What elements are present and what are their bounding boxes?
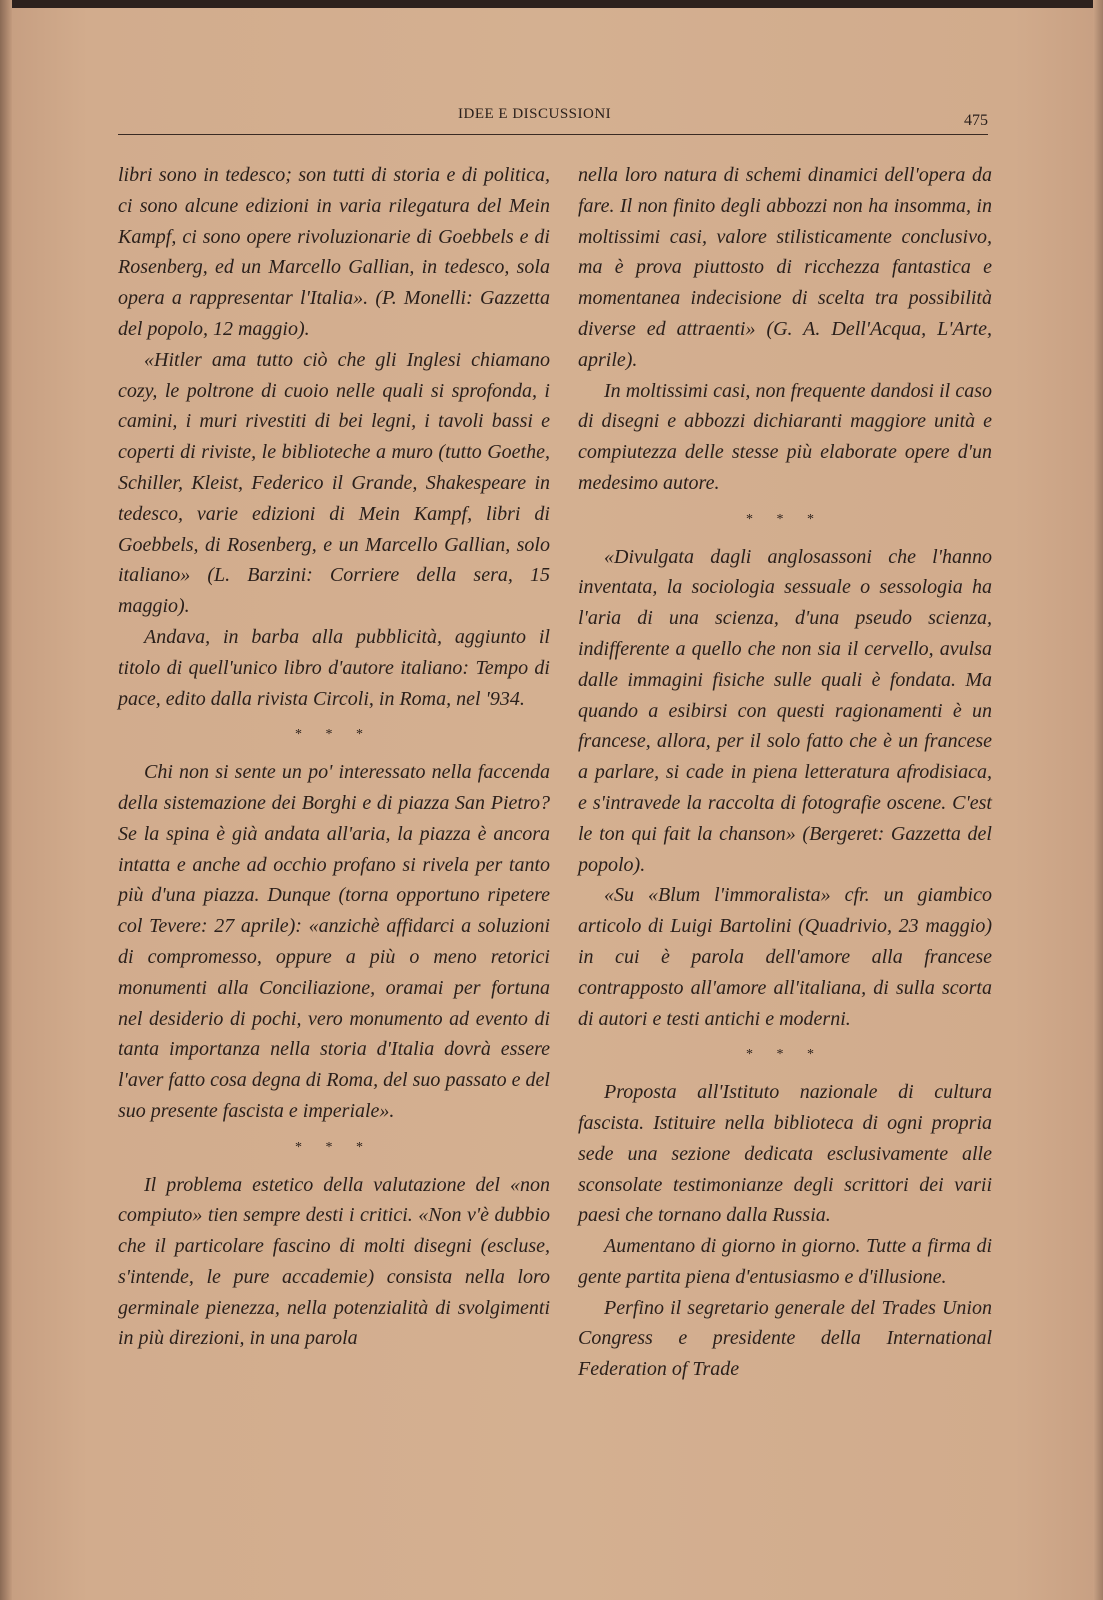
page-number: 475 — [964, 112, 988, 129]
running-head: IDEE E DISCUSSIONI — [458, 106, 612, 122]
scan-top-border — [0, 0, 1103, 8]
paragraph: Perfino il segretario generale del Trades Union Congress e presidente della International Federation of Trade — [578, 1296, 992, 1381]
section-separator: * * * — [746, 511, 824, 527]
section-separator: * * * — [295, 1139, 373, 1155]
paragraph: «Su «Blum l'immoralista» cfr. un giambico articolo di Luigi Bartolini (Quadrivio, 23 maggio) in cui è parola dell'amore alla francese contrapposto all'amore all'italiana, di sulla scorta di autori e testi antichi e moderni. — [578, 884, 992, 1030]
page-right-edge — [1093, 0, 1103, 1600]
paragraph: Proposta all'Istituto nazionale di cultura fascista. Istituire nella biblioteca di ogni propria sede una sezione dedicata esclusivamente alle sconsolate testimonianze degli scrittori dei varii paesi che tornano dalla Russia. — [578, 1081, 992, 1227]
section-separator: * * * — [295, 727, 373, 743]
section-separator: * * * — [746, 1047, 824, 1063]
paragraph: Andava, in barba alla pubblicità, aggiunto il titolo di quell'unico libro d'autore italiano: Tempo di pace, edito dalla rivista Circoli, in Roma, nel '934. — [118, 625, 550, 710]
page-header — [118, 106, 988, 142]
paragraph: Chi non si sente un po' interessato nella faccenda della sistemazione dei Borghi e di piazza San Pietro? Se la spina è già andata all'aria, la piazza è ancora intatta e anche ad occhio profano si rivela per tanto più d'una piazza. Dunque (torna opportuno ripetere col Tevere: 27 aprile): «anzichè affidarci a soluzioni di compromesso, oppure a più o meno retorici monumenti alla Conciliazione, oramai per fortuna nel desiderio di pochi, vero monumento ad evento di tanta importanza nella storia d'Italia dovrà essere l'aver fatto cosa degna di Roma, del suo passato e del suo presente fascista e imperiale». — [118, 761, 550, 1122]
right-column — [578, 160, 992, 1385]
paragraph: In moltissimi casi, non frequente dandosi il caso di disegni e abbozzi dichiaranti maggiore unità e compiutezza delle stesse più elaborate opere d'un medesimo autore. — [578, 379, 992, 494]
left-column — [118, 160, 550, 1354]
paragraph: Il problema estetico della valutazione del «non compiuto» tien sempre desti i critici. «Non v'è dubbio che il particolare fascino di molti disegni (escluse, s'intende, le pure accademie) consista nella loro germinale pienezza, nella potenzialità di svolgimenti in più direzioni, in una parola — [118, 1173, 550, 1350]
paragraph: «Divulgata dagli anglosassoni che l'hanno inventata, la sociologia sessuale o sessologia ha l'aria di una scienza, d'una pseudo scienza, indifferente a quello che non sia il cervello, avulsa dalle immagini fisiche sulle quali è fondata. Ma quando a esibirsi con questi ragionamenti è un francese, allora, per il solo fatto che è un francese a parlare, si cade in piena letteratura afrodisiaca, e s'intravede la raccolta di fotografie oscene. C'est le ton qui fait la chanson» (Bergeret: Gazzetta del popolo). — [578, 545, 992, 876]
page-left-edge — [0, 0, 12, 1600]
paragraph: Aumentano di giorno in giorno. Tutte a firma di gente partita piena d'entusiasmo e d'illusione. — [578, 1235, 992, 1288]
paragraph: nella loro natura di schemi dinamici dell'opera da fare. Il non finito degli abbozzi non ha insomma, in moltissimi casi, valore stilisticamente conclusivo, ma è prova piuttosto di ricchezza fantastica e momentanea indecisione di scelta tra possibilità diverse ed attraenti» (G. A. Dell'Acqua, L'Arte, aprile). — [578, 164, 992, 371]
paragraph: «Hitler ama tutto ciò che gli Inglesi chiamano cozy, le poltrone di cuoio nelle quali si sprofonda, i camini, i muri rivestiti di bei legni, i tavoli bassi e coperti di riviste, le biblioteche a muro (tutto Goethe, Schiller, Kleist, Federico il Grande, Shakespeare in tedesco, varie edizioni di Mein Kampf, libri di Goebbels, di Rosenberg, e un Marcello Gallian, solo italiano» (L. Barzini: Corriere della sera, 15 maggio). — [118, 348, 550, 618]
header-rule — [118, 134, 988, 135]
paragraph: libri sono in tedesco; son tutti di storia e di politica, ci sono alcune edizioni in varia rilegatura del Mein Kampf, ci sono opere rivoluzionarie di Goebbels e di Rosenberg, ed un Marcello Gallian, in tedesco, sola opera a rappresentar l'Italia». (P. Monelli: Gazzetta del popolo, 12 maggio). — [118, 164, 550, 340]
